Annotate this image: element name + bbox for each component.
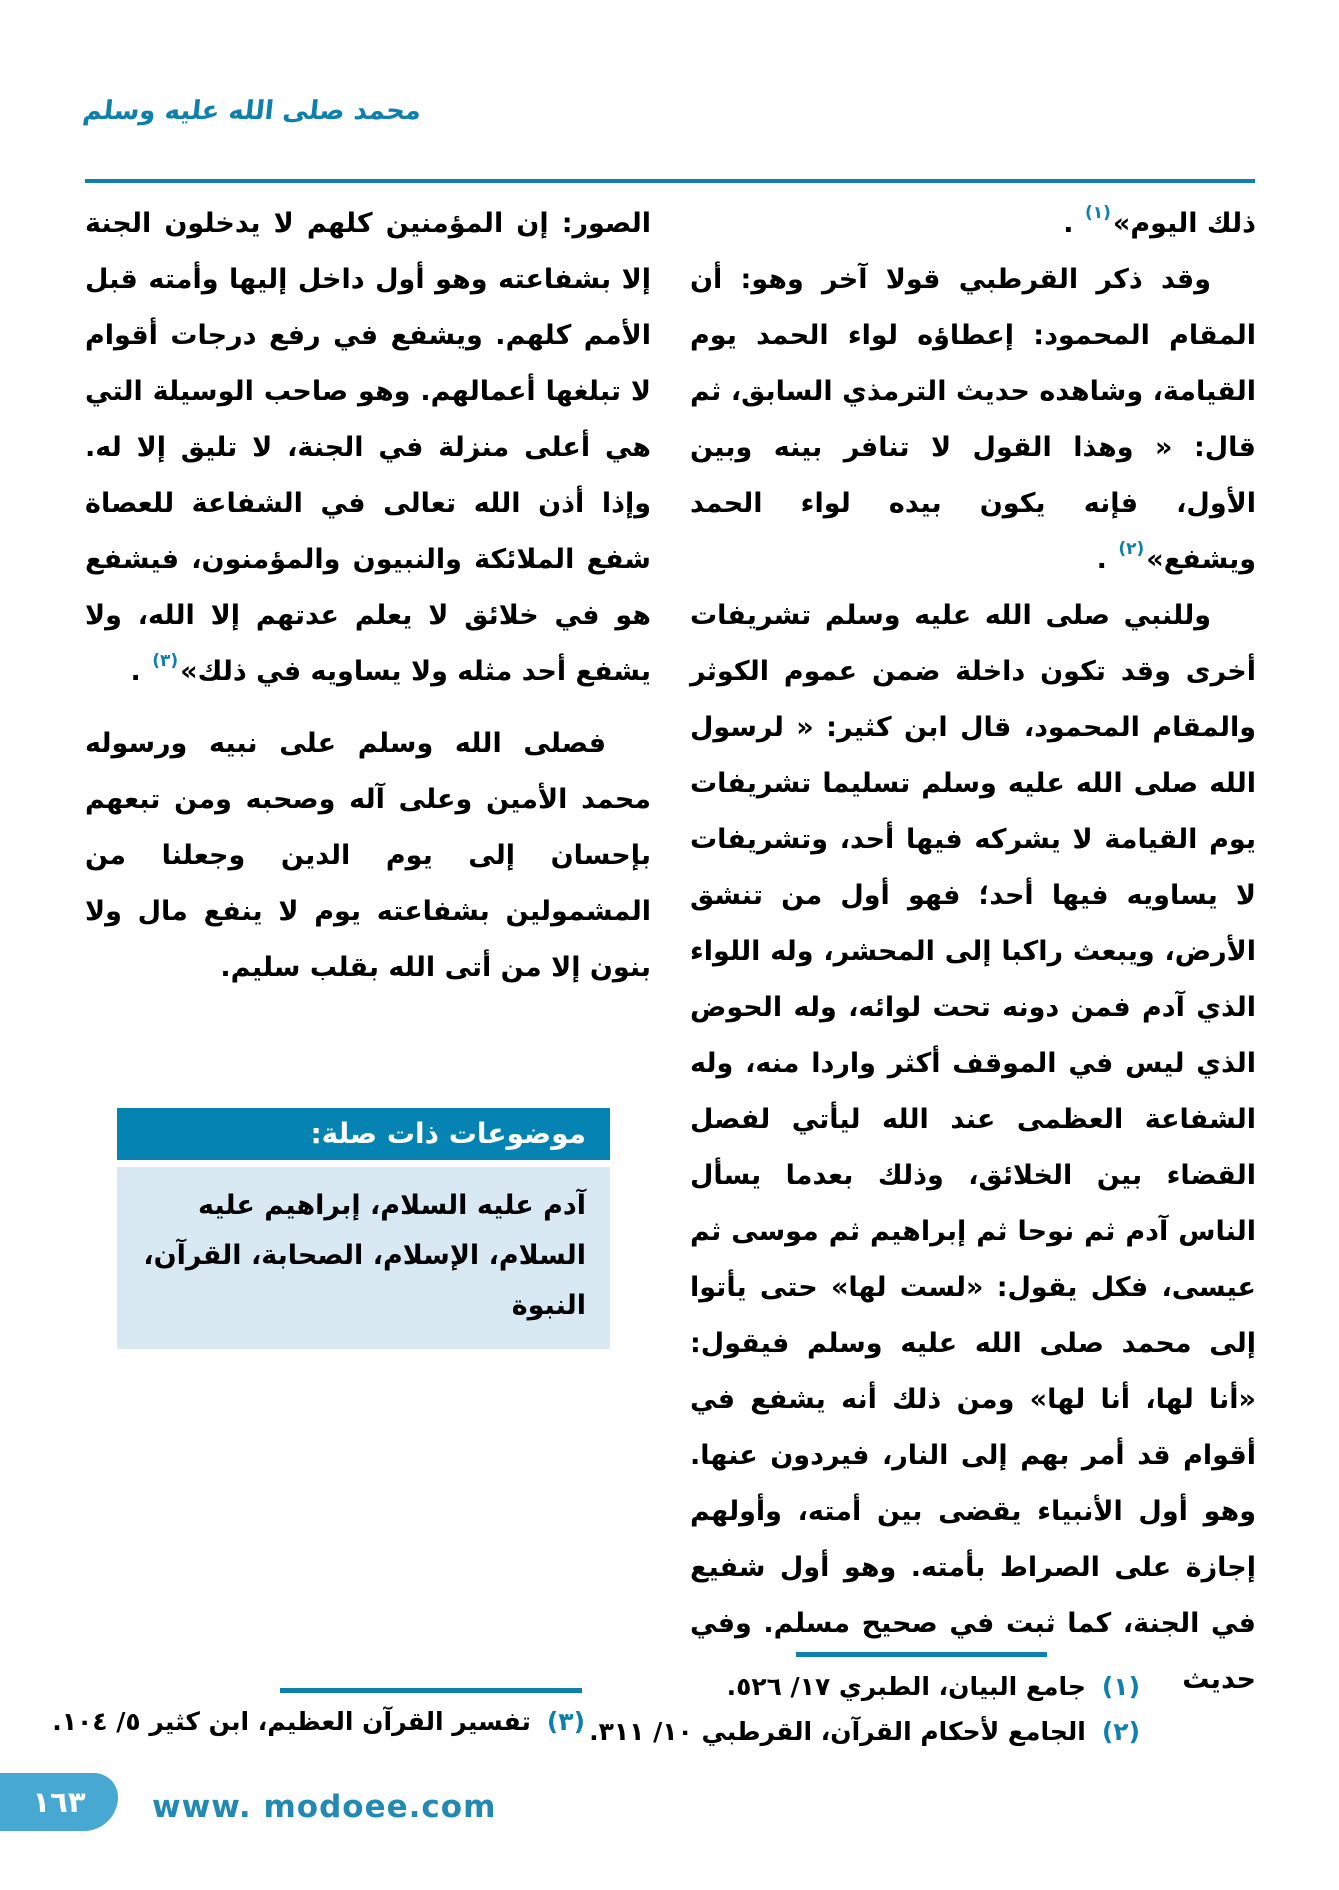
paragraph-text: فصلى الله وسلم على نبيه ورسوله محمد الأمين وعلى آله وصحبه ومن تبعهم بإحسان إلى يوم الدين وجعلنا من المشمولين بشفاعته يوم لا ينفع مال ولا بنون إلا من أتى الله بقلب سليم. [85,728,651,983]
paragraph-text: . [1063,208,1083,239]
paragraph-text: ذلك اليوم» [1112,208,1256,239]
footnote-ref-1: (١) [1084,203,1111,223]
footnote-text: جامع البيان، الطبري ١٧/ ٥٢٦. [726,1672,1086,1701]
footnotes-left [52,1699,585,1744]
paragraph-text: وللنبي صلى الله عليه وسلم تشريفات أخرى وقد تكون داخلة ضمن عموم الكوثر والمقام المحمود، قال ابن كثير: « لرسول الله صلى الله عليه وسلم تسليما تشريفات يوم القيامة لا يشركه فيها أحد، وتشريفات لا يساويه فيها أحد؛ فهو أول من تنشق الأرض، ويبعث راكبا إلى المحشر، وله اللواء الذي آدم فمن دونه تحت لوائه، وله الحوض الذي ليس في الموقف أكثر واردا منه، وله الشفاعة العظمى عند الله ليأتي لفصل القضاء بين الخلائق، وذلك بعدما يسأل الناس آدم ثم نوحا ثم إبراهيم ثم موسى ثم عيسى، فكل يقول: «لست لها» حتى يأتوا إلى محمد صلى الله عليه وسلم فيقول: «أنا لها، أنا لها» ومن ذلك أنه يشفع في أقوام قد أمر بهم إلى النار، فيردون عنها. وهو أول الأنبياء يقضى بين أمته، وأولهم إجازة على الصراط بأمته. وهو أول شفيع في الجنة، كما ثبت في صحيح مسلم. وفي حديث [690,600,1256,1695]
prophet-calligraphy: محمد صلى الله عليه وسلم [81,96,423,126]
website-url: www. modoee.com [152,1789,497,1825]
paragraph [690,588,1256,1708]
header-divider [85,179,1255,183]
footnote-marker: (١) [1101,1672,1140,1701]
text-column-right [690,196,1256,1708]
paragraph [85,716,651,996]
footnote-text: تفسير القرآن العظيم، ابن كثير ٥/ ١٠٤. [52,1707,531,1736]
footnote-marker: (٣) [546,1707,585,1736]
footnote-separator-right [796,1652,1047,1657]
paragraph-continuation [690,196,1256,252]
footnote-ref-3: (٣) [152,651,179,671]
footnote [589,1709,1140,1754]
text-column-left [85,196,651,996]
paragraph [690,252,1256,588]
related-topics-items: آدم عليه السلام، إبراهيم عليه السلام، الإسلام، الصحابة، القرآن، النبوة [117,1167,610,1349]
footnote-marker: (٢) [1101,1717,1140,1746]
footnote-separator-left [280,1688,582,1693]
page-number-badge: ١٦٣ [0,1773,118,1831]
paragraph-text: . [130,656,151,687]
footnote [52,1699,585,1744]
footnote [640,1664,1140,1709]
paragraph-continuation [85,196,651,700]
related-topics-box [117,1108,610,1349]
footnote-text: الجامع لأحكام القرآن، القرطبي ١٠/ ٣١١. [589,1717,1086,1746]
paragraph-text: الصور: إن المؤمنين كلهم لا يدخلون الجنة إلا بشفاعته وهو أول داخل إليها وأمته قبل الأمم كلهم. ويشفع في رفع درجات أقوام لا تبلغها أعمالهم. وهو صاحب الوسيلة التي هي أعلى منزلة في الجنة، لا تليق إلا له. وإذا أذن الله تعالى في الشفاعة للعصاة شفع الملائكة والنبيون والمؤمنون، فيشفع هو في خلائق لا يعلم عدتهم إلا الله، ولا يشفع أحد مثله ولا يساويه في ذلك» [85,208,651,687]
footnote-ref-2: (٢) [1118,539,1145,559]
footnotes-right [589,1664,1140,1754]
paragraph-text: وقد ذكر القرطبي قولا آخر وهو: أن المقام المحمود: إعطاؤه لواء الحمد يوم القيامة، وشاهده حديث الترمذي السابق، ثم قال: « وهذا القول لا تنافر بينه وبين الأول، فإنه يكون بيده لواء الحمد ويشفع» [690,264,1256,575]
related-topics-title: موضوعات ذات صلة: [117,1108,610,1160]
paragraph-text: . [1096,544,1117,575]
